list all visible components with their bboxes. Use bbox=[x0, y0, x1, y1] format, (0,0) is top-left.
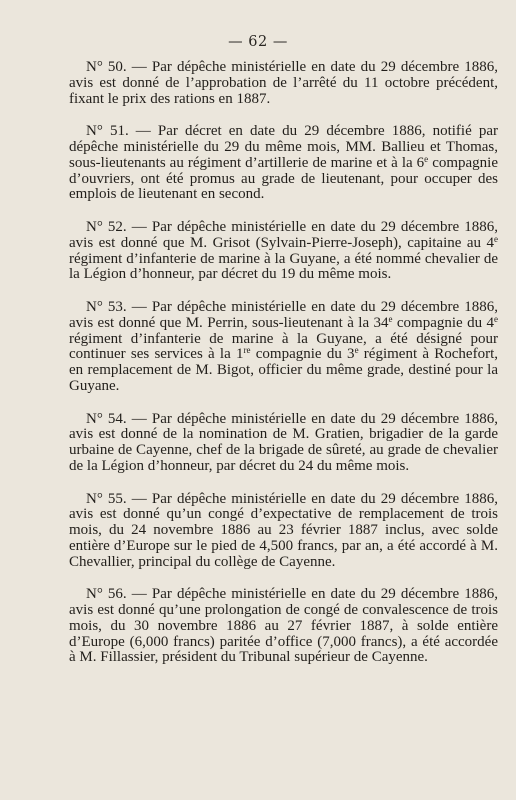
paragraph-54: N° 54. — Par dépêche ministérielle en date du 29 décembre 1886, avis est donné de la nomination de M. Gratien, brigadier de la garde urbaine de Cayenne, chef de la brigade de sûreté, au grade de chevalier de la Légion d’honneur, par décret du 24 du même mois. bbox=[69, 410, 498, 474]
paragraph-53: N° 53. — Par dépêche ministérielle en date du 29 décembre 1886, avis est donné que M. Perrin, sous-lieutenant à la 34e compagnie du 4e régiment d’infanterie de marine à la Guyane, a été désigné pour continuer ses services à la 1re compagnie du 3e régiment à Rochefort, en remplacement de M. Bigot, officier du même grade, destiné pour la Guyane. bbox=[69, 299, 498, 394]
paragraph-55: N° 55. — Par dépêche ministérielle en date du 29 décembre 1886, avis est donné qu’un congé d’expectative de remplacement de trois mois, du 24 novembre 1886 au 23 février 1887 inclus, avec solde entière d’Europe sur le pied de 4,500 francs, par an, a été accordé à M. Chevallier, principal du collège de Cayenne. bbox=[69, 490, 498, 570]
paragraph-50: N° 50. — Par dépêche ministérielle en date du 29 décembre 1886, avis est donné de l’approbation de l’arrêté du 11 octobre précédent, fixant le prix des rations en 1887. bbox=[69, 59, 498, 107]
paragraph-56: N° 56. — Par dépêche ministérielle en date du 29 décembre 1886, avis est donné qu’une prolongation de congé de convalescence de trois mois, du 30 novembre 1886 au 27 février 1887, à solde entière d’Europe (6,000 francs) paritée d’office (7,000 francs), a été accordée à M. Fillassier, président du Tribunal supérieur de Cayenne. bbox=[69, 586, 498, 666]
paragraph-51: N° 51. — Par décret en date du 29 décembre 1886, notifié par dépêche ministérielle du 29 du même mois, MM. Ballieu et Thomas, sous-lieutenants au régiment d’artillerie de marine et à la 6e compagnie d’ouvriers, ont été promus au grade de lieutenant, pour occuper des emplois de lieutenant en second. bbox=[69, 123, 498, 203]
page-number: — 62 — bbox=[228, 34, 288, 50]
paragraph-52: N° 52. — Par dépêche ministérielle en date du 29 décembre 1886, avis est donné que M. Grisot (Sylvain-Pierre-Joseph), capitaine au 4e régiment d’infanterie de marine à la Guyane, a été nommé chevalier de la Légion d’honneur, par décret du 19 du même mois. bbox=[69, 219, 498, 283]
page-body bbox=[69, 60, 498, 683]
